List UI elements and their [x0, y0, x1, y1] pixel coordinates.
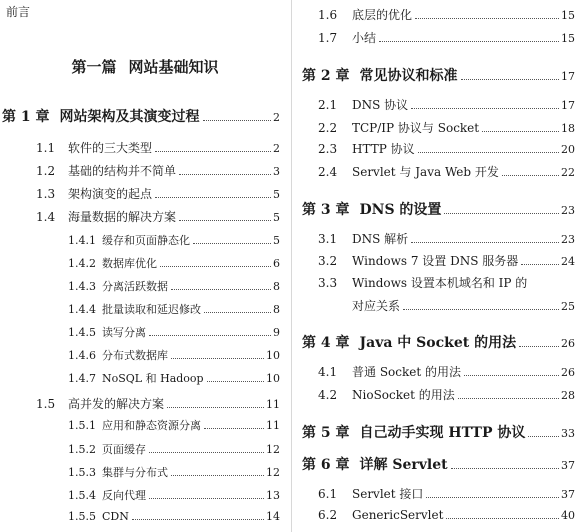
- subsection-entry[interactable]: [68, 324, 280, 340]
- subsection-number: 1.4.2: [68, 257, 96, 270]
- section-title: HTTP 协议: [352, 142, 415, 156]
- subsection-number: 1.5.5: [68, 510, 96, 523]
- leader-dots: [444, 213, 559, 214]
- page-number: 24: [561, 255, 575, 268]
- section-entry[interactable]: [318, 96, 575, 113]
- page-number: 23: [561, 204, 575, 217]
- section-entry[interactable]: [318, 140, 575, 157]
- toc-right-column: [296, 0, 587, 532]
- subsection-entry[interactable]: [68, 417, 280, 433]
- section-number: 2.2: [318, 121, 338, 135]
- page-number: 8: [273, 280, 280, 293]
- subsection-entry[interactable]: [68, 441, 280, 457]
- leader-dots: [461, 79, 560, 80]
- section-number: 3.1: [318, 232, 338, 246]
- section-entry[interactable]: [318, 363, 575, 380]
- page-number: 15: [561, 32, 575, 45]
- chapter-entry[interactable]: [302, 199, 575, 219]
- section-entry-continuation[interactable]: [352, 297, 575, 314]
- section-entry[interactable]: [36, 208, 280, 225]
- page-number: 2: [273, 111, 280, 124]
- subsection-number: 1.4.6: [68, 349, 96, 362]
- page-number: 5: [273, 211, 280, 224]
- chapter-title: 网站架构及其演变过程: [59, 109, 200, 125]
- leader-dots: [451, 468, 559, 469]
- section-number: 4.2: [318, 388, 338, 402]
- subsection-number: 1.4.7: [68, 372, 96, 385]
- subsection-number: 1.5.1: [68, 419, 96, 432]
- page-number: 10: [266, 349, 280, 362]
- chapter-number: 第 1 章: [2, 109, 50, 125]
- subsection-title: 缓存和页面静态化: [102, 234, 190, 247]
- section-title: 海量数据的解决方案: [68, 210, 177, 224]
- subsection-title: 应用和静态资源分离: [102, 419, 201, 432]
- subsection-number: 1.5.4: [68, 489, 96, 502]
- section-entry[interactable]: [318, 508, 575, 522]
- preface-title: 前言: [6, 5, 31, 19]
- leader-dots: [502, 175, 559, 176]
- section-title: TCP/IP 协议与 Socket: [352, 121, 480, 135]
- page-number: 40: [561, 509, 575, 522]
- leader-dots: [482, 131, 559, 132]
- page-number: 13: [266, 489, 280, 502]
- page-number: 8: [273, 303, 280, 316]
- leader-dots: [179, 220, 271, 221]
- page-number: 11: [266, 398, 280, 411]
- page-number: 2: [273, 142, 280, 155]
- section-entry[interactable]: [318, 386, 575, 403]
- section-entry[interactable]: [318, 163, 575, 180]
- page-number: 6: [273, 257, 280, 270]
- subsection-number: 1.5.2: [68, 443, 96, 456]
- page-number: 18: [561, 122, 575, 135]
- page-number: 37: [561, 488, 575, 501]
- chapter-number: 第 5 章: [302, 425, 350, 441]
- subsection-title: 集群与分布式: [102, 466, 168, 479]
- page-number: 5: [273, 234, 280, 247]
- chapter-title: 详解 Servlet: [359, 457, 448, 473]
- page-number: 22: [561, 166, 575, 179]
- leader-dots: [446, 518, 559, 519]
- section-number: 1.1: [36, 141, 56, 155]
- chapter-entry[interactable]: [2, 106, 280, 126]
- leader-dots: [160, 266, 271, 267]
- subsection-entry[interactable]: [68, 464, 280, 480]
- leader-dots: [418, 152, 559, 153]
- chapter-title: Java 中 Socket 的用法: [359, 335, 517, 351]
- subsection-entry[interactable]: [68, 278, 280, 294]
- section-number: 3.3: [318, 276, 338, 290]
- section-number: 3.2: [318, 254, 338, 268]
- page-number: 5: [273, 188, 280, 201]
- page-number: 11: [266, 419, 280, 432]
- chapter-entry[interactable]: [302, 332, 575, 352]
- section-entry[interactable]: [318, 230, 575, 247]
- page-number: 33: [561, 427, 575, 440]
- subsection-entry[interactable]: [68, 301, 280, 317]
- page-number: 10: [266, 372, 280, 385]
- leader-dots: [149, 335, 271, 336]
- subsection-entry[interactable]: [68, 347, 280, 363]
- section-entry[interactable]: [318, 119, 575, 136]
- chapter-title: 自己动手实现 HTTP 协议: [359, 425, 526, 441]
- section-title: Servlet 与 Java Web 开发: [352, 165, 499, 179]
- chapter-number: 第 2 章: [302, 68, 350, 84]
- section-title: 架构演变的起点: [68, 187, 153, 201]
- leader-dots: [155, 151, 271, 152]
- leader-dots: [411, 242, 559, 243]
- section-title: 小结: [352, 31, 377, 45]
- section-number: 2.3: [318, 142, 338, 156]
- part-heading: [0, 56, 290, 77]
- section-entry[interactable]: [318, 29, 575, 46]
- leader-dots: [179, 174, 271, 175]
- leader-dots: [519, 346, 559, 347]
- column-divider: [291, 0, 292, 532]
- chapter-number: 第 4 章: [302, 335, 350, 351]
- page-number: 17: [561, 99, 575, 112]
- section-title: 高并发的解决方案: [68, 397, 165, 411]
- leader-dots: [203, 120, 272, 121]
- leader-dots: [171, 358, 264, 359]
- leader-dots: [204, 428, 264, 429]
- section-number: 1.6: [318, 8, 338, 22]
- part-title: 网站基础知识: [128, 58, 219, 76]
- section-number: 6.2: [318, 508, 338, 522]
- leader-dots: [528, 436, 559, 437]
- chapter-entry[interactable]: [302, 65, 575, 85]
- subsection-title: CDN: [102, 510, 129, 523]
- leader-dots: [411, 108, 559, 109]
- section-entry[interactable]: [318, 485, 575, 502]
- leader-dots: [167, 407, 264, 408]
- section-entry[interactable]: [318, 6, 575, 23]
- page-number: 17: [561, 70, 575, 83]
- subsection-number: 1.4.3: [68, 280, 96, 293]
- section-number: 1.3: [36, 187, 56, 201]
- subsection-title: 读写分离: [102, 326, 146, 339]
- page-number: 12: [266, 443, 280, 456]
- page-number: 9: [273, 326, 280, 339]
- section-title: 基础的结构并不简单: [68, 164, 177, 178]
- leader-dots: [521, 264, 559, 265]
- section-entry-multiline[interactable]: [318, 274, 575, 291]
- leader-dots: [207, 381, 264, 382]
- section-title: DNS 协议: [352, 98, 409, 112]
- chapter-number: 第 3 章: [302, 202, 350, 218]
- leader-dots: [415, 18, 559, 19]
- section-number: 2.1: [318, 98, 338, 112]
- subsection-number: 1.4.4: [68, 303, 96, 316]
- leader-dots: [193, 243, 271, 244]
- section-title: Servlet 接口: [352, 487, 424, 501]
- section-title: 普通 Socket 的用法: [352, 365, 461, 379]
- subsection-title: 反向代理: [102, 489, 146, 502]
- chapter-entry[interactable]: [302, 454, 575, 474]
- page-number: 14: [266, 510, 280, 523]
- toc-left-column: [0, 0, 290, 532]
- leader-dots: [426, 497, 559, 498]
- subsection-entry[interactable]: [68, 510, 280, 523]
- leader-dots: [149, 452, 264, 453]
- section-title: NioSocket 的用法: [352, 388, 455, 402]
- leader-dots: [171, 289, 271, 290]
- leader-dots: [403, 309, 559, 310]
- leader-dots: [149, 498, 264, 499]
- leader-dots: [379, 41, 559, 42]
- leader-dots: [464, 375, 559, 376]
- chapter-title: DNS 的设置: [359, 202, 442, 218]
- page-number: 23: [561, 233, 575, 246]
- section-number: 1.4: [36, 210, 56, 224]
- chapter-number: 第 6 章: [302, 457, 350, 473]
- subsection-number: 1.4.1: [68, 234, 96, 247]
- page-number: 26: [561, 366, 575, 379]
- chapter-title: 常见协议和标准: [359, 68, 458, 84]
- chapter-entry[interactable]: [302, 422, 575, 442]
- section-title: 软件的三大类型: [68, 141, 153, 155]
- page-number: 25: [561, 300, 575, 313]
- part-label: 第一篇: [71, 58, 117, 76]
- section-title: GenericServlet: [352, 508, 444, 522]
- subsection-title: 页面缓存: [102, 443, 146, 456]
- section-entry[interactable]: [36, 185, 280, 202]
- page-number: 37: [561, 459, 575, 472]
- section-entry[interactable]: [318, 252, 575, 269]
- page-number: 12: [266, 466, 280, 479]
- section-title: 底层的优化: [352, 8, 413, 22]
- page-number: 20: [561, 143, 575, 156]
- page-number: 3: [273, 165, 280, 178]
- section-entry[interactable]: [36, 139, 280, 156]
- section-title-line2: 对应关系: [352, 299, 401, 313]
- subsection-title: 数据库优化: [102, 257, 157, 270]
- leader-dots: [171, 475, 264, 476]
- subsection-number: 1.4.5: [68, 326, 96, 339]
- subsection-number: 1.5.3: [68, 466, 96, 479]
- section-number: 4.1: [318, 365, 338, 379]
- subsection-entry[interactable]: [68, 255, 280, 271]
- section-number: 1.5: [36, 397, 56, 411]
- leader-dots: [132, 519, 264, 520]
- subsection-entry[interactable]: [68, 487, 280, 503]
- section-number: 6.1: [318, 487, 338, 501]
- subsection-entry[interactable]: [68, 232, 280, 248]
- section-title: Windows 7 设置 DNS 服务器: [352, 254, 519, 268]
- preface-entry[interactable]: [6, 3, 30, 20]
- leader-dots: [458, 398, 559, 399]
- subsection-title: 分布式数据库: [102, 349, 168, 362]
- subsection-title: NoSQL 和 Hadoop: [102, 372, 204, 385]
- section-number: 2.4: [318, 165, 338, 179]
- section-number: 1.2: [36, 164, 56, 178]
- subsection-title: 批量读取和延迟修改: [102, 303, 201, 316]
- page-number: 15: [561, 9, 575, 22]
- section-title: DNS 解析: [352, 232, 409, 246]
- leader-dots: [155, 197, 271, 198]
- section-entry[interactable]: [36, 395, 280, 412]
- page-number: 28: [561, 389, 575, 402]
- section-title-line1: Windows 设置本机域名和 IP 的: [352, 276, 528, 290]
- leader-dots: [204, 312, 271, 313]
- subsection-entry[interactable]: [68, 370, 280, 386]
- subsection-title: 分离活跃数据: [102, 280, 168, 293]
- section-number: 1.7: [318, 31, 338, 45]
- section-entry[interactable]: [36, 162, 280, 179]
- page-number: 26: [561, 337, 575, 350]
